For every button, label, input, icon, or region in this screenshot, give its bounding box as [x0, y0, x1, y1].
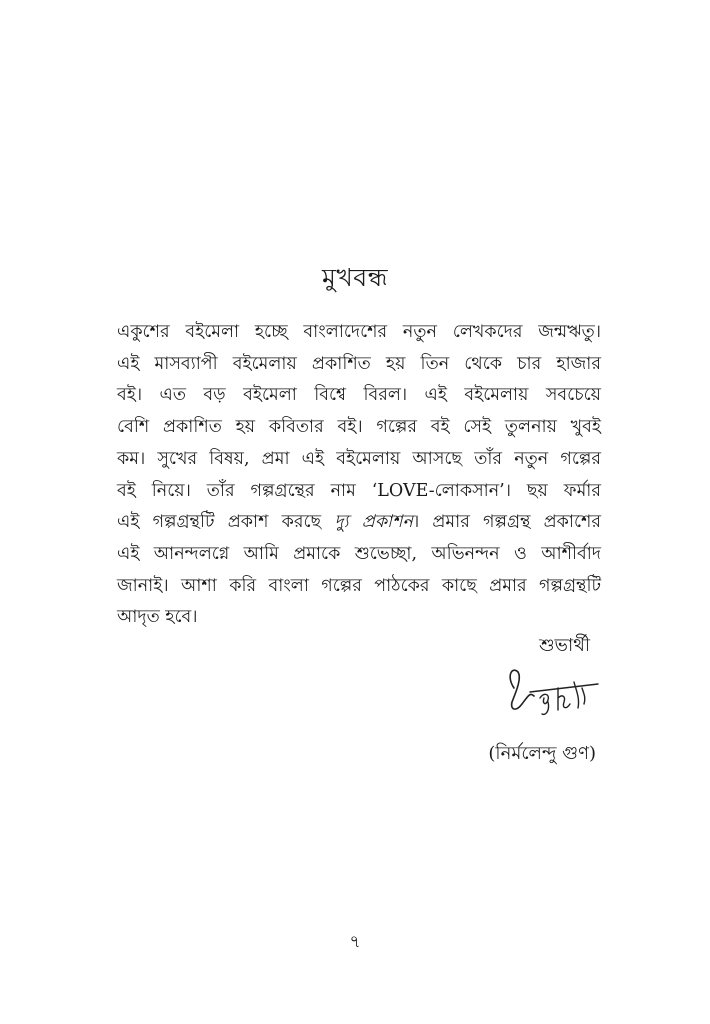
body-line-3: বই। এত বড় বইমেলা বিশ্বে বিরল। এই বইমেলায় সবচেয়ে: [117, 385, 601, 406]
body-line-7-end: । প্রমার গল্পগ্রন্থ প্রকাশের: [412, 512, 601, 533]
body-line-5: কম। সুখের বিষয়, প্রমা এই বইমেলায় আসছে তাঁর নতুন গল্পের: [117, 448, 601, 469]
publisher-name: দ্যু প্রকাশন: [334, 512, 413, 533]
body-line-7-start: এই গল্পগ্রন্থটি প্রকাশ করছে: [117, 512, 322, 533]
handwritten-signature: [500, 658, 600, 728]
foreword-body: [117, 317, 601, 634]
page-number: ৭: [349, 932, 361, 952]
body-line-4: বেশি প্রকাশিত হয় কবিতার বই। গল্পের বই সেই তুলনায় খুবই: [117, 417, 601, 438]
body-line-1: একুশের বইমেলা হচ্ছে বাংলাদেশের নতুন লেখকদের জন্মঋতু।: [117, 322, 601, 342]
sign-off: শুভার্থী: [539, 635, 590, 656]
page-title: মুখবন্ধ: [321, 263, 388, 292]
body-line-2: এই মাসব্যাপী বইমেলায় প্রকাশিত হয় তিন থেকে চার হাজার: [117, 353, 601, 374]
body-line-9: জানাই। আশা করি বাংলা গল্পের পাঠকের কাছে প্রমার গল্পগ্রন্থটি: [117, 575, 601, 596]
body-line-8: এই আনন্দলগ্নে আমি প্রমাকে শুভেচ্ছা, অভিনন্দন ও আশীর্বাদ: [117, 543, 601, 564]
body-line-6: বই নিয়ে। তাঁর গল্পগ্রন্থের নাম ‘LOVE-লোকসান’। ছয় ফর্মার: [117, 480, 601, 501]
signer-name: (নির্মলেন্দু গুণ): [488, 743, 596, 764]
body-line-10: আদৃত হবে।: [117, 607, 198, 628]
body-line-7: [117, 507, 601, 539]
